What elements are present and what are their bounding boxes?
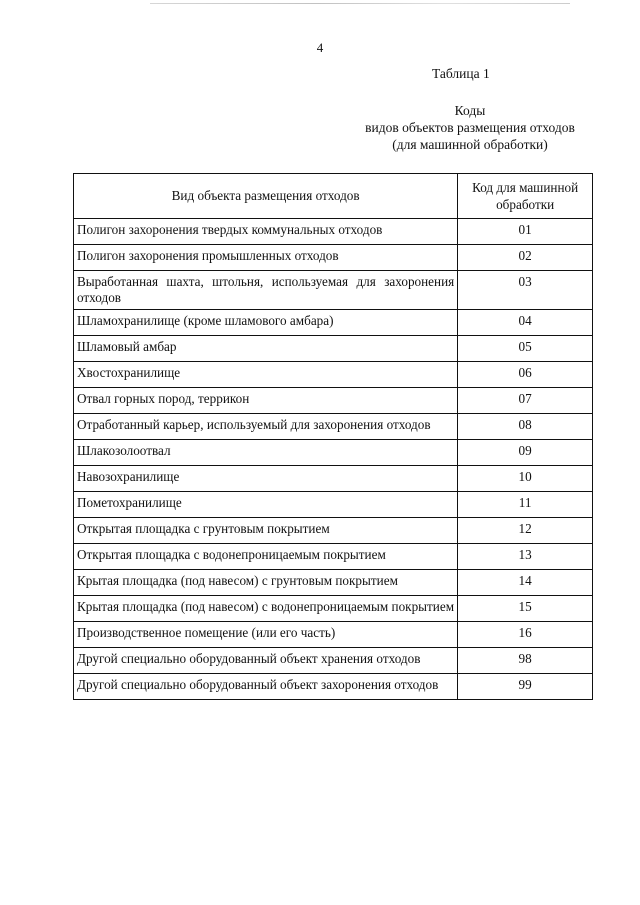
facility-type-cell: Другой специально оборудованный объект захоронения отходов xyxy=(74,674,458,700)
table-row xyxy=(74,271,593,310)
facility-code-cell: 01 xyxy=(458,219,593,245)
table-caption xyxy=(340,102,600,153)
facility-type-cell: Навозохранилище xyxy=(74,466,458,492)
facility-code-cell: 06 xyxy=(458,362,593,388)
facility-type-cell: Открытая площадка с грунтовым покрытием xyxy=(74,518,458,544)
scan-artifact-line xyxy=(150,3,570,4)
facility-code-cell: 98 xyxy=(458,648,593,674)
table-row xyxy=(74,414,593,440)
facility-type-cell: Шламохранилище (кроме шламового амбара) xyxy=(74,310,458,336)
facility-type-cell: Шлакозолоотвал xyxy=(74,440,458,466)
table-row xyxy=(74,362,593,388)
facility-code-cell: 15 xyxy=(458,596,593,622)
table-header-row xyxy=(74,174,593,219)
table-row xyxy=(74,466,593,492)
table-row xyxy=(74,622,593,648)
caption-line-1: Коды xyxy=(454,103,486,118)
table-row xyxy=(74,648,593,674)
facility-code-cell: 02 xyxy=(458,245,593,271)
facility-code-cell: 99 xyxy=(458,674,593,700)
facility-type-cell: Крытая площадка (под навесом) с водонепроницаемым покрытием xyxy=(74,596,458,622)
table-row xyxy=(74,219,593,245)
facility-type-cell: Производственное помещение (или его часть) xyxy=(74,622,458,648)
facility-type-cell: Полигон захоронения промышленных отходов xyxy=(74,245,458,271)
table-row xyxy=(74,388,593,414)
facility-code-cell: 08 xyxy=(458,414,593,440)
page-number: 4 xyxy=(316,40,324,55)
table-row xyxy=(74,544,593,570)
table-row xyxy=(74,440,593,466)
header-code-line-1: Код для машинной xyxy=(472,180,579,195)
table-row xyxy=(74,336,593,362)
header-facility-type: Вид объекта размещения отходов xyxy=(74,174,458,219)
table-row xyxy=(74,492,593,518)
caption-line-2: видов объектов размещения отходов xyxy=(365,120,575,135)
facility-code-cell: 11 xyxy=(458,492,593,518)
waste-facility-codes-table xyxy=(73,173,593,700)
facility-type-cell: Отвал горных пород, террикон xyxy=(74,388,458,414)
table-row xyxy=(74,245,593,271)
facility-type-cell: Пометохранилище xyxy=(74,492,458,518)
facility-code-cell: 14 xyxy=(458,570,593,596)
table-row xyxy=(74,570,593,596)
facility-code-cell: 10 xyxy=(458,466,593,492)
facility-type-cell: Другой специально оборудованный объект хранения отходов xyxy=(74,648,458,674)
facility-type-cell: Полигон захоронения твердых коммунальных отходов xyxy=(74,219,458,245)
facility-code-cell: 05 xyxy=(458,336,593,362)
header-machine-code xyxy=(458,174,593,219)
facility-type-cell: Шламовый амбар xyxy=(74,336,458,362)
table-row xyxy=(74,310,593,336)
facility-type-cell: Открытая площадка с водонепроницаемым покрытием xyxy=(74,544,458,570)
facility-code-cell: 12 xyxy=(458,518,593,544)
table-row xyxy=(74,674,593,700)
facility-code-cell: 07 xyxy=(458,388,593,414)
table-label: Таблица 1 xyxy=(432,66,490,81)
facility-type-cell: Хвостохранилище xyxy=(74,362,458,388)
table-row xyxy=(74,518,593,544)
facility-code-cell: 09 xyxy=(458,440,593,466)
facility-code-cell: 04 xyxy=(458,310,593,336)
facility-type-cell: Отработанный карьер, используемый для захоронения отходов xyxy=(74,414,458,440)
facility-code-cell: 16 xyxy=(458,622,593,648)
caption-line-3: (для машинной обработки) xyxy=(392,137,548,152)
facility-type-cell: Выработанная шахта, штольня, используемая для захоронения отходов xyxy=(74,271,458,310)
header-code-line-2: обработки xyxy=(496,197,555,212)
facility-code-cell: 03 xyxy=(458,271,593,310)
facility-type-cell: Крытая площадка (под навесом) с грунтовым покрытием xyxy=(74,570,458,596)
facility-code-cell: 13 xyxy=(458,544,593,570)
table-row xyxy=(74,596,593,622)
